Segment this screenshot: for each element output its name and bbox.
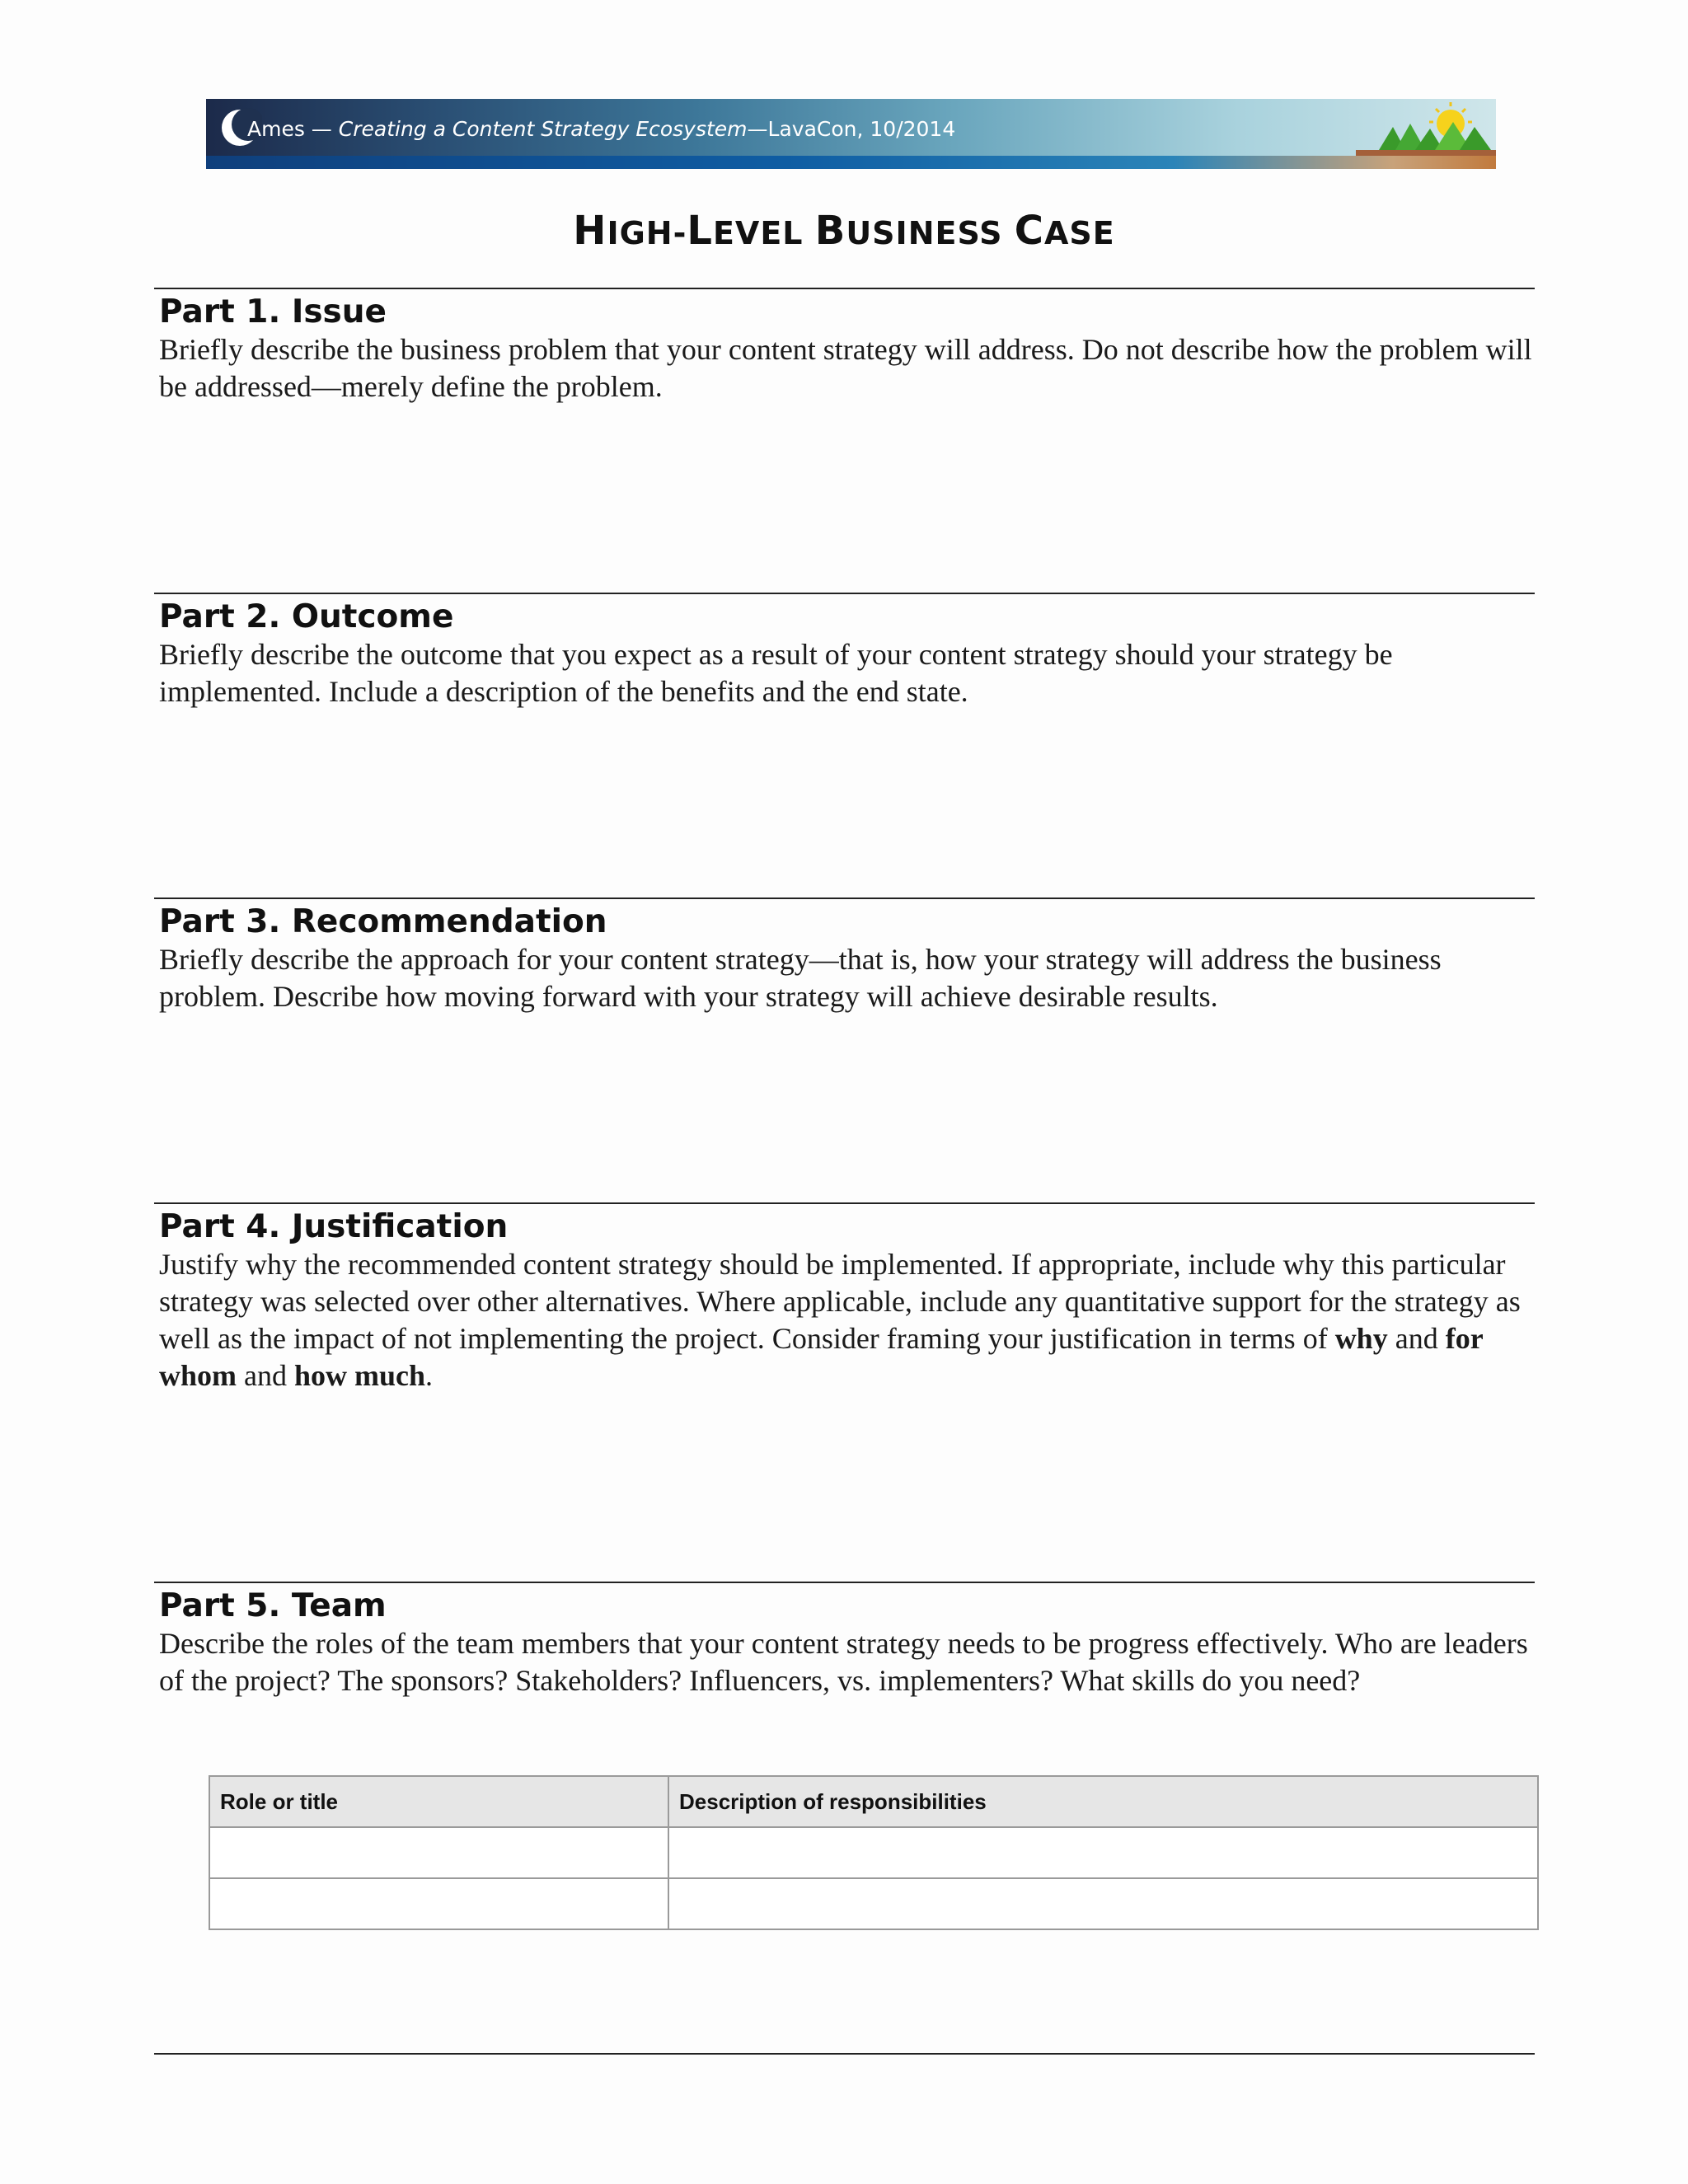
team-table: [209, 1775, 1539, 1930]
role-cell[interactable]: [209, 1827, 668, 1878]
section-description: Briefly describe the outcome that you expect as a result of your content strategy should your strategy be implemented. Include a description of the benefits and the end state.: [159, 638, 1393, 708]
section-description: Briefly describe the business problem that your content strategy will address. Do not describe how the problem will be addressed—merely define the problem.: [159, 333, 1532, 403]
section-team: [159, 1587, 1536, 1699]
section-divider: [154, 1202, 1535, 1204]
banner-author: Ames —: [247, 117, 332, 141]
role-cell[interactable]: [209, 1878, 668, 1929]
page-title: HIGH-LEVEL BUSINESS CASE: [573, 208, 1115, 254]
banner-text: [247, 117, 955, 141]
section-divider: [154, 593, 1535, 594]
table-row: [209, 1827, 1538, 1878]
column-header-description: Description of responsibilities: [668, 1776, 1538, 1827]
section-description: Briefly describe the approach for your content strategy—that is, how your strategy will address the business problem. Describe how moving forward with your strategy will achieve desirable results.: [159, 943, 1442, 1013]
section-justification: [159, 1208, 1536, 1394]
section-heading: Part 2. Outcome: [159, 598, 454, 635]
section-recommendation: [159, 903, 1536, 1015]
section-heading: Part 3. Recommendation: [159, 903, 607, 940]
header-banner: [206, 99, 1496, 169]
banner-talk-title: Creating a Content Strategy Ecosystem: [338, 117, 748, 141]
section-divider: [154, 1582, 1535, 1583]
section-divider: [154, 898, 1535, 899]
banner-event: —LavaCon, 10/2014: [747, 117, 956, 141]
section-description: Describe the roles of the team members that your content strategy needs to be progress effectively. Who are leaders of the project? The sponsors? Stakeholders? Influencers, vs. implementers? What skills do you need?: [159, 1627, 1528, 1697]
footer-divider: [154, 2053, 1535, 2055]
section-heading: Part 4. Justification: [159, 1208, 509, 1245]
section-heading: Part 1. Issue: [159, 293, 387, 330]
table-header-row: [209, 1776, 1538, 1827]
table-row: [209, 1878, 1538, 1929]
section-heading: Part 5. Team: [159, 1587, 387, 1624]
section-divider: [154, 288, 1535, 289]
section-issue: [159, 293, 1536, 405]
column-header-role: Role or title: [209, 1776, 668, 1827]
banner-stripe: [206, 156, 1496, 169]
responsibilities-cell[interactable]: [668, 1878, 1538, 1929]
section-outcome: [159, 598, 1536, 710]
section-description: Justify why the recommended content strategy should be implemented. If appropriate, include why this particular strategy was selected over other alternatives. Where applicable, include any quantitative support for the strategy as well as the impact of not implementing the project. Consider framing your justification in terms of why and for whom and how much.: [159, 1248, 1521, 1392]
responsibilities-cell[interactable]: [668, 1827, 1538, 1878]
